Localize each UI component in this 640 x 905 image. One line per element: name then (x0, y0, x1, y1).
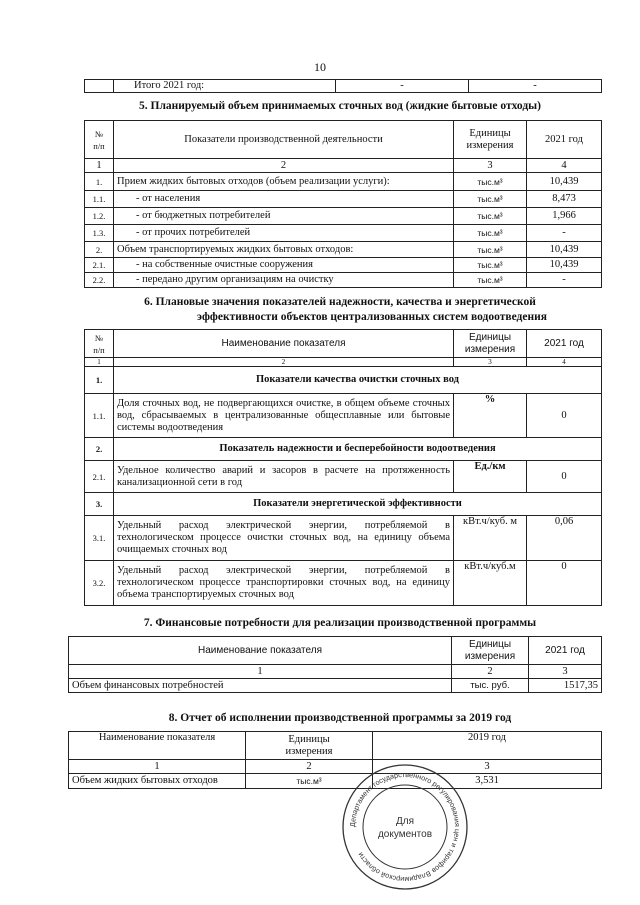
table-row: 1. Прием жидких бытовых отходов (объем реализации услуги): тыс.м³ 10,439 (85, 173, 602, 191)
s7-header-year: 2021 год (529, 637, 602, 665)
section-6-table: № п/п Наименование показателя Единицы измерения 2021 год 1 2 3 4 1. Показатели качества очистки сточных вод 1.1. Доля сточных вод, не подвергающихся очистке, в общем объеме сточных вод, сбрасываемых в централизованные общесплавные или бытовые системы водоотведения % 0 2. Показатель надежности и бесперебойности водоотведения 2.1. Удельное количество аварий и засоров в расчете на протяженность канализационной сети в год Ед./км 0 3. Показатели энергетической эффективности 3.1. Удельный расход электрической энергии, потребляемой в технологическом процессе очистки сточных вод, на единицу объема очищаемых сточных вод кВт.ч/куб. м 0,06 3.2. Удельный расход электрической энергии, потребляемой в технологическом процессе транспортировки сточных вод, на единицу объема транспортируемых сточных вод кВт.ч/куб.м 0 (84, 329, 602, 606)
s7-header-unit: Единицы измерения (452, 637, 529, 665)
section-8-table: Наименование показателя Единицы измерения 2019 год 1 2 3 Объем жидких бытовых отходов тыс.м³ 3,531 (68, 731, 602, 789)
section-5-title: 5. Планируемый объем принимаемых сточных вод (жидкие бытовые отходы) (139, 100, 541, 112)
s5-index-4: 4 (527, 159, 602, 173)
stamp-center-line1: Для (395, 816, 415, 827)
s5-header-name: Показатели производственной деятельности (114, 121, 454, 159)
table-row: Объем финансовых потребностей тыс. руб. 1517,35 (69, 679, 602, 693)
previous-table-total-row (84, 79, 602, 93)
table-row: 1.1. - от населения тыс.м³ 8,473 (85, 191, 602, 208)
table-row: 1.3. - от прочих потребителей тыс.м³ - (85, 225, 602, 242)
s6-header-unit: Единицы измерения (454, 330, 527, 358)
section-6-title-line2: эффективности объектов централизованных систем водоотведения (197, 311, 547, 323)
s6-header-name: Наименование показателя (114, 330, 454, 358)
table-row: 2.1. - на собственные очистные сооружения тыс.м³ 10,439 (85, 258, 602, 273)
section-7-table: Наименование показателя Единицы измерения 2021 год 1 2 3 Объем финансовых потребностей тыс. руб. 1517,35 (68, 636, 602, 693)
s8-header-name: Наименование показателя (69, 732, 246, 760)
page-number: 10 (314, 60, 326, 74)
total-value-2: - (469, 80, 602, 93)
s5-index-2: 2 (114, 159, 454, 173)
s8-header-unit: Единицы измерения (246, 732, 373, 760)
section-6-title-line1: 6. Плановые значения показателей надежности, качества и энергетической (144, 296, 536, 308)
table-row: 1.2. - от бюджетных потребителей тыс.м³ 1,966 (85, 208, 602, 225)
total-label: Итого 2021 год: (114, 80, 336, 93)
group-header-row: 1. Показатели качества очистки сточных вод (85, 367, 602, 394)
section-8-title: 8. Отчет об исполнении производственной программы за 2019 год (168, 712, 512, 724)
s6-header-num: № п/п (85, 330, 114, 358)
s5-header-num: № п/п (85, 121, 114, 159)
table-row: 2. Объем транспортируемых жидких бытовых отходов: тыс.м³ 10,439 (85, 242, 602, 258)
table-row: Объем жидких бытовых отходов тыс.м³ 3,531 (69, 774, 602, 789)
official-stamp (340, 762, 470, 892)
table-row: 3.1. Удельный расход электрической энергии, потребляемой в технологическом процессе очистки сточных вод, на единицу объема очищаемых сточных вод кВт.ч/куб. м 0,06 (85, 516, 602, 561)
s7-header-name: Наименование показателя (69, 637, 452, 665)
s5-index-1: 1 (85, 159, 114, 173)
table-row: 2.2. - передано другим организациям на очистку тыс.м³ - (85, 273, 602, 288)
s5-header-unit: Единицы измерения (454, 121, 527, 159)
total-value-1: - (336, 80, 469, 93)
group-header-row: 2. Показатель надежности и бесперебойности водоотведения (85, 438, 602, 461)
s5-index-3: 3 (454, 159, 527, 173)
s8-header-year: 2019 год (373, 732, 602, 760)
group-header-row: 3. Показатели энергетической эффективности (85, 493, 602, 516)
s5-header-year: 2021 год (527, 121, 602, 159)
s6-header-year: 2021 год (527, 330, 602, 358)
section-7-title: 7. Финансовые потребности для реализации производственной программы (143, 617, 537, 629)
table-row: 2.1. Удельное количество аварий и засоров в расчете на протяженность канализационной сети в год Ед./км 0 (85, 461, 602, 493)
stamp-center-line2: документов (377, 829, 433, 840)
stamp-ring-text: Департамент государственного регулирования цен и тарифов Владимирской области (347, 769, 463, 885)
table-row: 3.2. Удельный расход электрической энергии, потребляемой в технологическом процессе транспортировки сточных вод, на единицу объема транспортируемых сточных вод кВт.ч/куб.м 0 (85, 561, 602, 606)
section-5-table (84, 120, 602, 288)
table-row: 1.1. Доля сточных вод, не подвергающихся очистке, в общем объеме сточных вод, сбрасываемых в централизованные общесплавные или бытовые системы водоотведения % 0 (85, 394, 602, 438)
